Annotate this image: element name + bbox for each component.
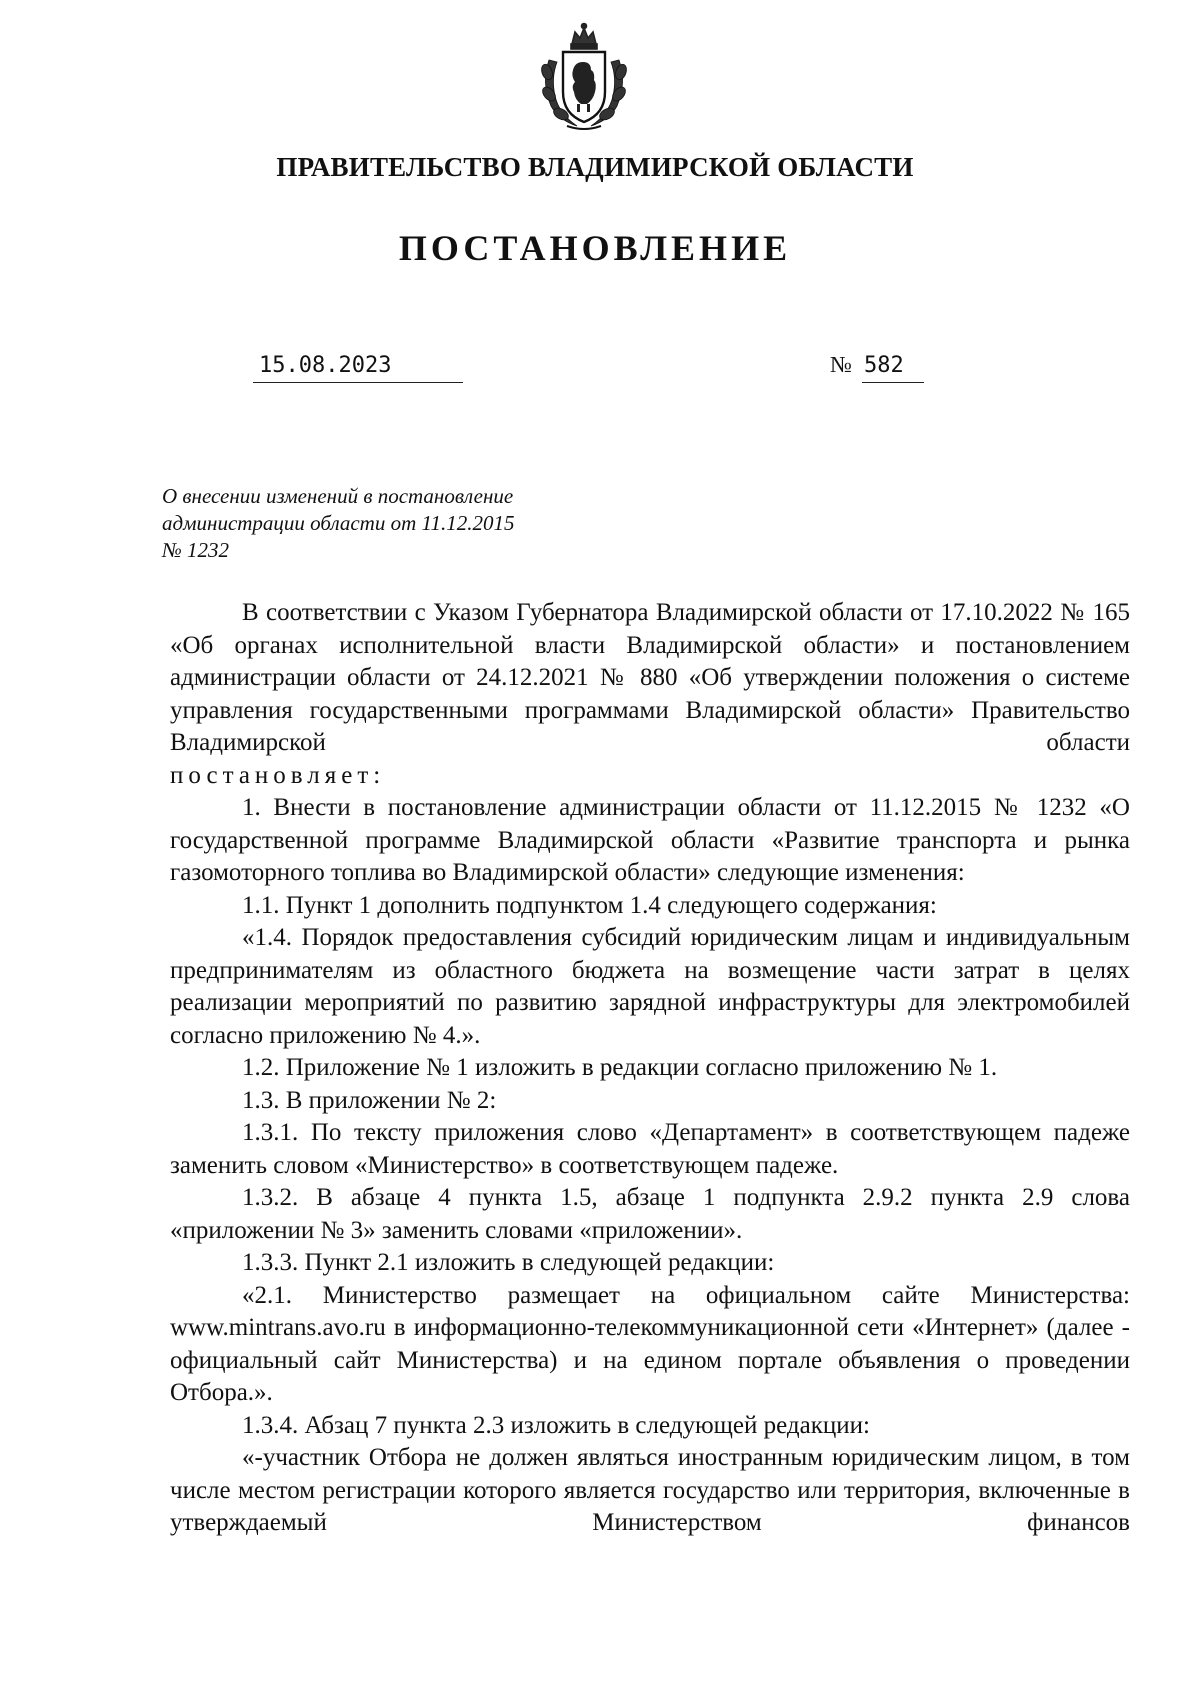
paragraph-1-4-quote: «1.4. Порядок предоставления субсидий юридическим лицам и индивидуальным предпринимателям из областного бюджета на возмещение части затрат в целях реализации мероприятий по развитию зарядной инфраструктуры для электромобилей согласно приложению № 4.». — [170, 924, 1130, 1049]
subject-line: администрации области от 11.12.2015 — [162, 511, 515, 535]
document-body — [170, 597, 1130, 1540]
paragraph-1-3: 1.3. В приложении № 2: — [242, 1086, 497, 1114]
document-type: ПОСТАНОВЛЕНИЕ — [398, 228, 792, 268]
decree-word — [170, 760, 1130, 793]
paragraph-1-3-3: 1.3.3. Пункт 2.1 изложить в следующей редакции: — [242, 1249, 775, 1276]
paragraph-1-1: 1.1. Пункт 1 дополнить подпунктом 1.4 следующего содержания: — [242, 891, 937, 919]
government-title: ПРАВИТЕЛЬСТВО ВЛАДИМИРСКОЙ ОБЛАСТИ — [276, 152, 914, 182]
paragraph-1-2: 1.2. Приложение № 1 изложить в редакции согласно приложению № 1. — [242, 1054, 998, 1081]
subject-line: О внесении изменений в постановление — [162, 484, 514, 508]
paragraph-1-3-1: 1.3.1. По тексту приложения слово «Департамент» в соответствующем падеже заменить словом «Министерство» в соответствующем падеже. — [170, 1119, 1130, 1179]
paragraph-1-3-4: 1.3.4. Абзац 7 пункта 2.3 изложить в следующей редакции: — [242, 1411, 870, 1439]
coat-of-arms-icon — [537, 22, 631, 132]
document-subject — [162, 483, 602, 564]
paragraph-last-quote: «-участник Отбора не должен являться иностранным юридическим лицом, в том числе местом регистрации которого является государство или территория, включенные в утверждаемый Министерством финансов — [170, 1444, 1130, 1536]
document-date: 15.08.2023 — [253, 352, 463, 383]
decree-word-text: постановляет: — [170, 761, 386, 789]
document-number: 582 — [862, 352, 924, 383]
paragraph-1: 1. Внести в постановление администрации области от 11.12.2015 № 1232 «О государственной программе Владимирской области «Развитие транспорта и рынка газомоторного топлива во Владимирской области» следующие изменения: — [170, 794, 1130, 886]
paragraph-1-3-2: 1.3.2. В абзаце 4 пункта 1.5, абзаце 1 подпункта 2.9.2 пункта 2.9 слова «приложении № 3» заменить словами «приложении». — [170, 1184, 1130, 1244]
preamble-paragraph: В соответствии с Указом Губернатора Владимирской области от 17.10.2022 № 165 «Об органах исполнительной власти Владимирской области» и постановлением администрации области от 24.12.2021 № 880 «Об утверждении положения о системе управления государственными программами Владимирской области» Правительство Владимирской области — [170, 599, 1130, 756]
paragraph-2-1-quote: «2.1. Министерство размещает на официальном сайте Министерства: www.mintrans.avo.ru в информационно-телекоммуникационной сети «Интернет» (далее - официальный сайт Министерства) и на едином портале объявления о проведении Отбора.». — [170, 1281, 1130, 1406]
subject-line: № 1232 — [162, 538, 230, 562]
number-label: № — [830, 352, 852, 377]
